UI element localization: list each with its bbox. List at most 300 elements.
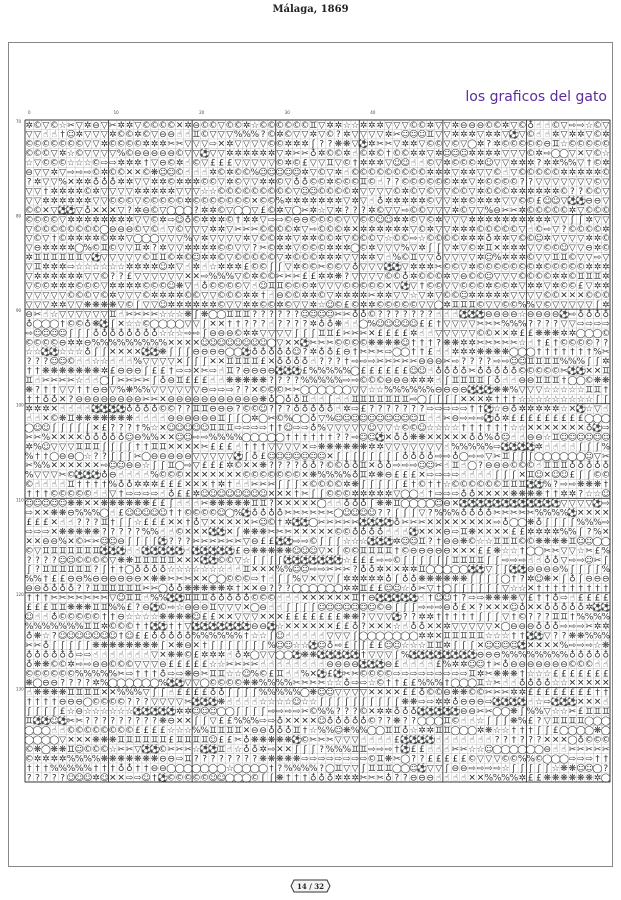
stitch-symbol: ⚽ — [290, 516, 302, 528]
stitch-symbol: ✲ — [510, 244, 518, 254]
stitch-symbol: ✲ — [410, 263, 418, 273]
stitch-symbol: ⇨ — [569, 121, 577, 131]
stitch-symbol: ✲ — [510, 329, 518, 339]
stitch-symbol: ☆ — [560, 386, 568, 396]
stitch-symbol: ✂ — [343, 310, 351, 320]
stitch-symbol: ☺ — [559, 433, 568, 443]
stitch-symbol: ✲ — [176, 159, 184, 169]
stitch-symbol: ⊖ — [343, 660, 351, 670]
stitch-symbol: ▽ — [159, 206, 166, 216]
stitch-symbol: % — [510, 773, 519, 783]
stitch-symbol: ? — [236, 367, 241, 377]
stitch-symbol: ✲ — [360, 300, 368, 310]
stitch-symbol: ☝ — [26, 414, 31, 424]
stitch-symbol: ⊖ — [493, 650, 501, 660]
stitch-symbol: © — [142, 253, 151, 263]
stitch-symbol: ✲ — [468, 234, 476, 244]
stitch-symbol: © — [459, 159, 468, 169]
stitch-symbol: ✕ — [418, 471, 426, 481]
stitch-symbol: ✲ — [493, 196, 501, 206]
stitch-symbol: ✲ — [193, 263, 201, 273]
stitch-symbol: † — [495, 395, 500, 405]
stitch-symbol: © — [392, 234, 401, 244]
stitch-symbol: ♁ — [477, 366, 484, 377]
stitch-symbol: ✲ — [251, 272, 259, 282]
stitch-symbol: £ — [127, 272, 133, 282]
stitch-symbol: ⇨ — [477, 452, 485, 462]
stitch-symbol: £ — [302, 159, 308, 169]
stitch-symbol: ⇨ — [418, 698, 426, 708]
stitch-symbol: ▽ — [143, 357, 150, 367]
stitch-symbol: ✲ — [92, 773, 100, 783]
stitch-symbol: ⊖ — [117, 537, 125, 547]
stitch-symbol: ⊖ — [510, 310, 518, 320]
stitch-symbol: ✲ — [34, 272, 42, 282]
stitch-symbol: ✲ — [226, 263, 234, 273]
stitch-symbol: ▽ — [243, 159, 250, 169]
stitch-symbol: ? — [353, 206, 358, 216]
stitch-symbol: ❋ — [134, 641, 142, 651]
stitch-symbol: ✲ — [276, 130, 284, 140]
stitch-symbol: £ — [227, 159, 233, 169]
stitch-symbol: ✲ — [468, 215, 476, 225]
stitch-symbol: ❋ — [50, 688, 58, 698]
stitch-symbol: ♁ — [452, 366, 459, 377]
stitch-symbol: ▽ — [176, 386, 183, 396]
stitch-symbol: ⊖ — [502, 404, 510, 414]
stitch-symbol: ▽ — [235, 234, 242, 244]
stitch-symbol: ʃ — [110, 376, 115, 386]
stitch-symbol: © — [108, 196, 117, 206]
stitch-symbol: ☆ — [276, 622, 284, 632]
stitch-symbol: ⇨ — [376, 745, 384, 755]
stitch-symbol: £ — [51, 575, 57, 585]
stitch-symbol: ʃ — [553, 518, 558, 528]
stitch-symbol: ☺ — [100, 773, 109, 783]
stitch-symbol: ☺ — [300, 310, 309, 320]
stitch-symbol: £ — [185, 376, 191, 386]
stitch-symbol: ☆ — [543, 386, 551, 396]
stitch-symbol: % — [334, 745, 343, 755]
stitch-symbol: ▽ — [218, 130, 225, 140]
stitch-symbol: % — [560, 641, 569, 651]
stitch-symbol: ☺ — [501, 641, 510, 651]
stitch-symbol: ʃ — [27, 707, 32, 717]
stitch-symbol: † — [462, 423, 467, 433]
stitch-symbol: † — [553, 348, 558, 358]
stitch-symbol: ✕ — [460, 395, 468, 405]
stitch-symbol: ☝ — [85, 376, 90, 386]
stitch-symbol: © — [560, 338, 569, 348]
stitch-symbol: © — [25, 149, 34, 159]
stitch-symbol: ▽ — [293, 442, 300, 452]
stitch-symbol: ✲ — [117, 215, 125, 225]
stitch-symbol: ♁ — [135, 328, 142, 339]
stitch-symbol: ✕ — [50, 404, 58, 414]
stitch-symbol: © — [367, 376, 376, 386]
stitch-symbol: % — [142, 423, 151, 433]
stitch-symbol: ♊ — [552, 433, 560, 443]
stitch-symbol: ⚽ — [148, 620, 160, 632]
stitch-symbol: © — [426, 178, 435, 188]
stitch-symbol: £ — [160, 480, 166, 490]
stitch-symbol: ☺ — [484, 253, 493, 263]
stitch-symbol: ✲ — [218, 263, 226, 273]
stitch-symbol: % — [134, 386, 143, 396]
stitch-symbol: ✲ — [376, 121, 384, 131]
stitch-symbol: ✕ — [42, 509, 50, 519]
stitch-symbol: ▽ — [360, 130, 367, 140]
stitch-symbol: ◯ — [99, 225, 109, 235]
stitch-symbol: ❋ — [360, 442, 368, 452]
stitch-symbol: ▽ — [226, 603, 233, 613]
stitch-symbol: © — [234, 575, 243, 585]
stitch-symbol: ☺ — [58, 631, 67, 641]
stitch-symbol: ⚽ — [206, 620, 218, 632]
stitch-symbol: ✂ — [326, 338, 334, 348]
stitch-symbol: ✕ — [284, 622, 292, 632]
stitch-symbol: ♁ — [343, 498, 350, 509]
stitch-symbol: ✕ — [268, 357, 276, 367]
stitch-symbol: % — [317, 707, 326, 717]
stitch-symbol: ♊ — [460, 556, 468, 566]
stitch-symbol: ❋ — [251, 527, 259, 537]
stitch-symbol: ✲ — [59, 263, 67, 273]
stitch-symbol: % — [535, 509, 544, 519]
stitch-symbol: ⚽ — [574, 194, 586, 206]
stitch-symbol: ◯ — [241, 433, 251, 443]
stitch-symbol: ✲ — [67, 196, 75, 206]
stitch-symbol: ⚽ — [424, 705, 436, 717]
stitch-symbol: ✲ — [510, 282, 518, 292]
stitch-symbol: ▽ — [485, 754, 492, 764]
stitch-symbol: ◯ — [250, 650, 260, 660]
stitch-symbol: ʃ — [110, 319, 115, 329]
stitch-symbol: ⊖ — [544, 310, 552, 320]
stitch-symbol: ⚽ — [315, 667, 327, 679]
stitch-symbol: ⊖ — [427, 546, 435, 556]
stitch-symbol: ☆ — [75, 376, 83, 386]
stitch-symbol: ✲ — [142, 187, 150, 197]
stitch-symbol: © — [100, 291, 109, 301]
stitch-symbol: ✲ — [176, 300, 184, 310]
stitch-symbol: ☺ — [158, 300, 167, 310]
stitch-symbol: ⊖ — [510, 622, 518, 632]
stitch-symbol: ▽ — [460, 622, 467, 632]
stitch-symbol: ♁ — [51, 583, 58, 594]
stitch-symbol: ◯ — [425, 717, 435, 727]
stitch-symbol: ⚽ — [115, 402, 127, 414]
stitch-symbol: ◯ — [592, 329, 602, 339]
stitch-symbol: ☆ — [502, 764, 510, 774]
stitch-symbol: ☺ — [401, 159, 410, 169]
stitch-symbol: ✂ — [126, 310, 134, 320]
stitch-symbol: † — [512, 726, 517, 736]
stitch-symbol: ☝ — [419, 660, 424, 670]
stitch-symbol: ▽ — [569, 178, 576, 188]
stitch-symbol: ⊖ — [485, 650, 493, 660]
stitch-symbol: ▽ — [536, 300, 543, 310]
stitch-symbol: ♁ — [235, 593, 242, 604]
stitch-symbol: ⊖ — [167, 130, 175, 140]
stitch-symbol: ▽ — [510, 168, 517, 178]
stitch-symbol: ❋ — [552, 537, 560, 547]
stitch-symbol: ⊖ — [167, 149, 175, 159]
stitch-symbol: ✂ — [251, 660, 259, 670]
stitch-symbol: ⚽ — [315, 648, 327, 660]
stitch-symbol: ? — [94, 518, 99, 528]
stitch-symbol: ☝ — [536, 461, 541, 471]
stitch-symbol: ⊖ — [34, 244, 42, 254]
stitch-symbol: ? — [186, 537, 191, 547]
stitch-symbol: ☝ — [252, 698, 257, 708]
stitch-symbol: © — [476, 329, 485, 339]
stitch-symbol: ❋ — [368, 338, 376, 348]
stitch-symbol: £ — [411, 679, 417, 689]
stitch-symbol: ▽ — [235, 603, 242, 613]
stitch-symbol: ✲ — [234, 149, 242, 159]
stitch-symbol: ♁ — [377, 460, 384, 471]
stitch-symbol: ✲ — [42, 272, 50, 282]
stitch-symbol: ▽ — [544, 631, 551, 641]
stitch-symbol: ʃ — [152, 376, 157, 386]
stitch-symbol: ✲ — [209, 300, 217, 310]
stitch-symbol: ▽ — [59, 310, 66, 320]
stitch-symbol: ▽ — [577, 178, 584, 188]
stitch-symbol: ʃ — [311, 745, 316, 755]
stitch-symbol: ✲ — [585, 263, 593, 273]
stitch-symbol: © — [585, 225, 594, 235]
stitch-symbol: ♊ — [593, 386, 601, 396]
stitch-symbol: ʃ — [495, 575, 500, 585]
stitch-symbol: ✲ — [34, 754, 42, 764]
stitch-symbol: ☺ — [518, 357, 527, 367]
stitch-symbol: © — [267, 196, 276, 206]
stitch-symbol: ✂ — [59, 376, 67, 386]
stitch-symbol: ◯ — [99, 509, 109, 519]
stitch-symbol: ☆ — [226, 669, 234, 679]
stitch-symbol: £ — [285, 613, 291, 623]
stitch-symbol: % — [326, 707, 335, 717]
stitch-symbol: ❋ — [50, 509, 58, 519]
stitch-symbol: © — [526, 130, 535, 140]
stitch-symbol: ⇨ — [310, 225, 318, 235]
stitch-symbol: ? — [353, 565, 358, 575]
stitch-symbol: ☺ — [584, 556, 593, 566]
stitch-symbol: © — [501, 282, 510, 292]
stitch-symbol: ✂ — [493, 338, 501, 348]
stitch-symbol: © — [526, 168, 535, 178]
stitch-symbol: ʃ — [578, 215, 583, 225]
stitch-symbol: ✂ — [167, 745, 175, 755]
stitch-symbol: ☺ — [359, 433, 368, 443]
stitch-symbol: ✲ — [159, 215, 167, 225]
stitch-symbol: ✲ — [25, 442, 33, 452]
stitch-symbol: ❋ — [310, 688, 318, 698]
stitch-symbol: ? — [252, 310, 257, 320]
stitch-symbol: ☆ — [502, 546, 510, 556]
stitch-symbol: ◯ — [41, 745, 51, 755]
stitch-symbol: ⚽ — [466, 308, 478, 320]
stitch-symbol: ☆ — [393, 622, 401, 632]
stitch-symbol: ʃ — [194, 357, 199, 367]
stitch-symbol: ʃ — [294, 745, 299, 755]
stitch-symbol: ♊ — [443, 631, 451, 641]
stitch-symbol: ✕ — [493, 622, 501, 632]
stitch-symbol: ✲ — [544, 527, 552, 537]
stitch-symbol: ✕ — [310, 499, 318, 509]
stitch-symbol: % — [234, 433, 243, 443]
stitch-symbol: ⇨ — [452, 527, 460, 537]
stitch-symbol: % — [560, 527, 569, 537]
stitch-symbol: ✕ — [602, 527, 610, 537]
stitch-symbol: ✕ — [427, 518, 435, 528]
stitch-symbol: ▽ — [318, 282, 325, 292]
stitch-symbol: © — [484, 225, 493, 235]
stitch-symbol: ☆ — [560, 404, 568, 414]
stitch-symbol: † — [545, 584, 550, 594]
stitch-symbol: ✕ — [184, 480, 192, 490]
stitch-symbol: ❋ — [485, 726, 493, 736]
stitch-symbol: ⇨ — [385, 348, 393, 358]
stitch-symbol: ⚽ — [56, 715, 68, 727]
stitch-symbol: ▽ — [302, 225, 309, 235]
stitch-symbol: © — [209, 196, 218, 206]
stitch-symbol: † — [587, 159, 592, 169]
stitch-symbol: ✲ — [109, 291, 117, 301]
stitch-symbol: ▽ — [185, 140, 192, 150]
stitch-symbol: ❋ — [443, 575, 451, 585]
stitch-symbol: © — [334, 187, 343, 197]
stitch-symbol: © — [359, 244, 368, 254]
stitch-symbol: ❋ — [259, 754, 267, 764]
stitch-symbol: ☺ — [259, 168, 268, 178]
stitch-symbol: ❋ — [126, 386, 134, 396]
stitch-symbol: ✲ — [126, 159, 134, 169]
stitch-symbol: † — [386, 149, 391, 159]
stitch-symbol: £ — [427, 754, 433, 764]
stitch-symbol: ✕ — [67, 178, 75, 188]
stitch-symbol: ? — [236, 386, 241, 396]
stitch-symbol: ⚽ — [290, 365, 302, 377]
stitch-symbol: ▽ — [109, 187, 116, 197]
stitch-symbol: ⇨ — [401, 461, 409, 471]
stitch-symbol: ❋ — [393, 717, 401, 727]
stitch-symbol: ▽ — [427, 149, 434, 159]
stitch-symbol: ◯ — [191, 764, 201, 774]
stitch-symbol: ✲ — [167, 291, 175, 301]
stitch-symbol: ☺ — [125, 509, 134, 519]
stitch-symbol: † — [512, 631, 517, 641]
stitch-symbol: ▽ — [368, 130, 375, 140]
stitch-symbol: ? — [69, 679, 74, 689]
stitch-symbol: ▽ — [577, 253, 584, 263]
stitch-symbol: ✲ — [418, 244, 426, 254]
stitch-symbol: ʃ — [77, 329, 82, 339]
stitch-symbol: ▽ — [460, 319, 467, 329]
stitch-symbol: ▽ — [84, 272, 91, 282]
stitch-symbol: © — [551, 367, 560, 377]
stitch-symbol: † — [35, 452, 40, 462]
stitch-symbol: ☝ — [160, 225, 165, 235]
stitch-symbol: ▽ — [335, 688, 342, 698]
stitch-symbol: ☆ — [426, 423, 434, 433]
stitch-symbol: ▽ — [185, 149, 192, 159]
stitch-symbol: ▽ — [327, 291, 334, 301]
stitch-symbol: ❋ — [226, 499, 234, 509]
stitch-symbol: ♁ — [511, 366, 518, 377]
stitch-symbol: ♊ — [359, 584, 367, 594]
stitch-symbol: ✲ — [360, 159, 368, 169]
stitch-symbol: ✂ — [585, 622, 593, 632]
stitch-symbol: ▽ — [68, 310, 75, 320]
stitch-symbol: © — [376, 376, 385, 386]
stitch-symbol: ❋ — [76, 499, 84, 509]
stitch-symbol: ♁ — [577, 602, 584, 613]
stitch-symbol: ⇨ — [435, 404, 443, 414]
stitch-symbol: ❋ — [25, 386, 33, 396]
stitch-symbol: ⇨ — [493, 357, 501, 367]
stitch-symbol: ⇨ — [101, 461, 109, 471]
stitch-symbol: ♊ — [92, 622, 100, 632]
stitch-symbol: ♊ — [585, 386, 593, 396]
stitch-symbol: © — [476, 272, 485, 282]
stitch-symbol: ☺ — [208, 490, 217, 500]
stitch-symbol: ♁ — [544, 555, 551, 566]
stitch-symbol: ♁ — [26, 630, 33, 641]
stitch-symbol: ▽ — [536, 291, 543, 301]
stitch-symbol: © — [225, 121, 234, 131]
stitch-symbol: © — [484, 178, 493, 188]
stitch-symbol: ✲ — [276, 206, 284, 216]
stitch-symbol: ⇨ — [485, 764, 493, 774]
stitch-symbol: ☆ — [493, 404, 501, 414]
stitch-symbol: © — [108, 660, 117, 670]
stitch-symbol: ▽ — [327, 631, 334, 641]
stitch-symbol: ʃ — [461, 641, 466, 651]
stitch-symbol: † — [144, 669, 149, 679]
stitch-symbol: © — [58, 660, 67, 670]
stitch-symbol: ✕ — [493, 244, 501, 254]
stitch-symbol: ⚽ — [298, 336, 310, 348]
stitch-symbol: ◯ — [392, 764, 402, 774]
stitch-symbol: £ — [369, 641, 375, 651]
stitch-symbol: ☺ — [584, 764, 593, 774]
stitch-symbol: ✲ — [527, 187, 535, 197]
stitch-symbol: ✲ — [310, 234, 318, 244]
stitch-symbol: © — [392, 187, 401, 197]
stitch-symbol: ☆ — [309, 726, 317, 736]
stitch-symbol: ✲ — [585, 603, 593, 613]
stitch-symbol: £ — [143, 518, 149, 528]
stitch-symbol: ? — [336, 707, 341, 717]
stitch-symbol: % — [234, 631, 243, 641]
stitch-symbol: † — [27, 490, 32, 500]
stitch-symbol: ⚽ — [399, 592, 411, 604]
stitch-symbol: ✲ — [251, 414, 259, 424]
stitch-symbol: ✲ — [468, 149, 476, 159]
stitch-symbol: ▽ — [318, 121, 325, 131]
stitch-symbol: ❋ — [393, 338, 401, 348]
stitch-symbol: ✕ — [477, 490, 485, 500]
stitch-symbol: ☺ — [75, 631, 84, 641]
stitch-symbol: © — [58, 140, 67, 150]
stitch-symbol: ☝ — [118, 357, 123, 367]
stitch-symbol: ✲ — [376, 565, 384, 575]
stitch-symbol: ☝ — [344, 319, 349, 329]
stitch-symbol: ▽ — [168, 272, 175, 282]
stitch-symbol: ✲ — [251, 291, 259, 301]
